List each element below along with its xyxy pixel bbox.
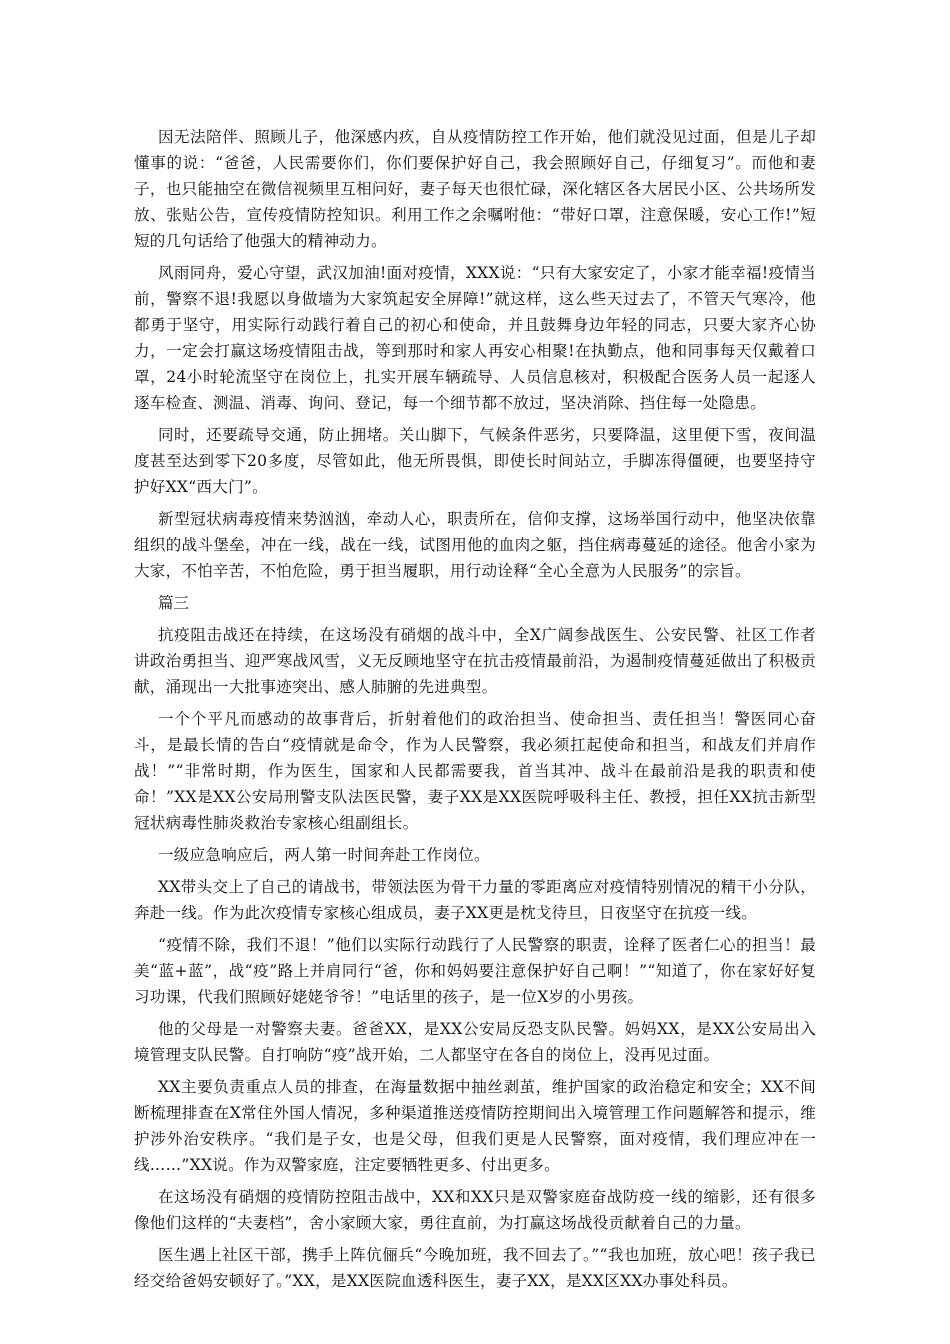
paragraph: 风雨同舟，爱心守望，武汉加油!面对疫情，XXX说：“只有大家安定了，小家才能幸福!疫情当前，警察不退!我愿以身做墙为大家筑起安全屏障!”就这样，这么些天过去了，不管天气寒冷，他都勇于坚守，用实际行动践行着自己的初心和使命，并且鼓舞身边年轻的同志，只要大家齐心协力，一定会打赢这场疫情阻击战，等到那时和家人再安心相聚!在执勤点，他和同事每天仅戴着口罩，24小时轮流坚守在岗位上，扎实开展车辆疏导、人员信息核对，积极配合医务人员一起逐人逐车检查、测温、消毒、询问、登记，每一个细节都不放过，坚决消除、挡住每一处隐患。 — [134, 264, 816, 412]
paragraph: 新型冠状病毒疫情来势汹汹，牵动人心，职责所在，信仰支撑，这场举国行动中，他坚决依靠组织的战斗堡垒，冲在一线，战在一线，试图用他的血肉之躯，挡住病毒蔓延的途径。他舍小家为大家，不怕辛苦，不怕危险，勇于担当履职，用行动诠释“全心全意为人民服务”的宗旨。 — [134, 510, 816, 580]
paragraph: 同时，还要疏导交通，防止拥堵。关山脚下，气候条件恶劣，只要降温，这里便下雪，夜间温度甚至达到零下20多度，尽管如此，他无所畏惧，即使长时间站立，手脚冻得僵硬，也要坚持守护好XX“西大门”。 — [134, 426, 816, 496]
paragraph: XX主要负责重点人员的排查，在海量数据中抽丝剥茧，维护国家的政治稳定和安全；XX不间断梳理排查在X常住外国人情况，多种渠道推送疫情防控期间出入境管理工作问题解答和提示，维护涉外治安秩序。“我们是子女，也是父母，但我们更是人民警察，面对疫情，我们理应冲在一线……”XX说。作为双警家庭，注定要牺牲更多、付出更多。 — [134, 1078, 816, 1174]
section-title: 篇三 — [158, 594, 190, 612]
paragraph: 一个个平凡而感动的故事背后，折射着他们的政治担当、使命担当、责任担当！警医同心奋斗，是最长情的告白“疫情就是命令，作为人民警察，我必须扛起使命和担当，和战友们并肩作战！”“非常时期，作为医生，国家和人民都需要我，首当其冲、战斗在最前沿是我的职责和使命！”XX是XX公安局刑警支队法医民警，妻子XX是XX医院呼吸科主任、教授，担任XX抗击新型冠状病毒性肺炎救治专家核心组副组长。 — [134, 710, 816, 832]
paragraph: 他的父母是一对警察夫妻。爸爸XX，是XX公安局反恐支队民警。妈妈XX，是XX公安局出入境管理支队民警。自打响防“疫”战开始，二人都坚守在各自的岗位上，没再见过面。 — [134, 1020, 816, 1064]
paragraph: 因无法陪伴、照顾儿子，他深感内疚，自从疫情防控工作开始，他们就没见过面，但是儿子却懂事的说：“爸爸，人民需要你们，你们要保护好自己，我会照顾好自己，仔细复习”。而他和妻子，也只能抽空在微信视频里互相问好，妻子每天也很忙碌，深化辖区各大居民小区、公共场所发放、张贴公告，宣传疫情防控知识。利用工作之余嘱咐他：“带好口罩，注意保暖，安心工作!”短短的几句话给了他强大的精神动力。 — [134, 128, 816, 250]
paragraph: XX带头交上了自己的请战书，带领法医为骨干力量的零距离应对疫情特别情况的精干小分队，奔赴一线。作为此次疫情专家核心组成员，妻子XX更是枕戈待旦，日夜坚守在抗疫一线。 — [134, 878, 816, 922]
paragraph: “疫情不除，我们不退！”他们以实际行动践行了人民警察的职责，诠释了医者仁心的担当！最美“蓝+蓝”，战“疫”路上并肩同行“爸，你和妈妈要注意保护好自己啊！”“知道了，你在家好好复习功课，代我们照顾好姥姥爷爷！”电话里的孩子，是一位X岁的小男孩。 — [134, 936, 816, 1006]
paragraph: 抗疫阻击战还在持续，在这场没有硝烟的战斗中，全X广阔参战医生、公安民警、社区工作者讲政治勇担当、迎严寒战风雪，义无反顾地坚守在抗击疫情最前沿，为遏制疫情蔓延做出了积极贡献，涌现出一大批事迹突出、感人肺腑的先进典型。 — [134, 626, 816, 696]
paragraph: 在这场没有硝烟的疫情防控阻击战中，XX和XX只是双警家庭奋战防疫一线的缩影，还有很多像他们这样的“夫妻档”，舍小家顾大家，勇往直前，为打赢这场战役贡献着自己的力量。 — [134, 1188, 816, 1232]
document-page — [134, 124, 816, 1300]
paragraph: 一级应急响应后，两人第一时间奔赴工作岗位。 — [158, 846, 490, 864]
paragraph: 医生遇上社区干部，携手上阵伉俪兵“今晚加班，我不回去了。”“我也加班，放心吧！孩子我已经交给爸妈安顿好了。”XX，是XX医院血透科医生，妻子XX，是XX区XX办事处科员。 — [134, 1246, 816, 1290]
